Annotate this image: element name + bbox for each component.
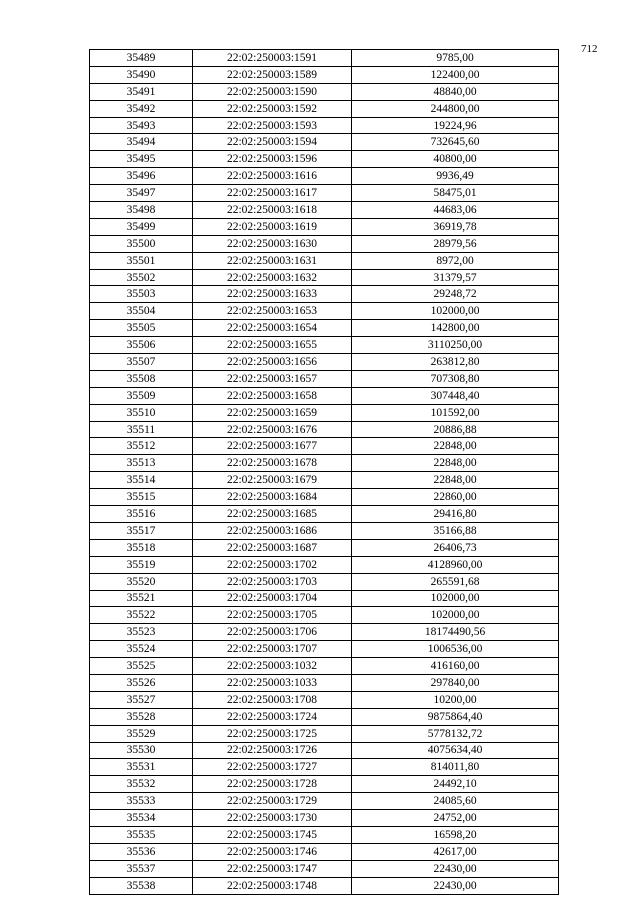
cadastral-number-cell: 22:02:250003:1658 — [193, 387, 352, 404]
cadastral-number-cell: 22:02:250003:1748 — [193, 877, 352, 894]
cadastral-value-cell: 102000,00 — [352, 590, 559, 607]
cadastral-number-cell: 22:02:250003:1596 — [193, 151, 352, 168]
row-number-cell: 35495 — [90, 151, 193, 168]
cadastral-value-cell: 40800,00 — [352, 151, 559, 168]
row-number-cell: 35529 — [90, 725, 193, 742]
cadastral-number-cell: 22:02:250003:1677 — [193, 438, 352, 455]
cadastral-number-cell: 22:02:250003:1617 — [193, 185, 352, 202]
row-number-cell: 35500 — [90, 235, 193, 252]
cadastral-value-cell: 20886,88 — [352, 421, 559, 438]
cadastral-number-cell: 22:02:250003:1633 — [193, 286, 352, 303]
row-number-cell: 35489 — [90, 50, 193, 67]
cadastral-value-cell: 9936,49 — [352, 168, 559, 185]
row-number-cell: 35502 — [90, 269, 193, 286]
table-row — [90, 286, 559, 303]
table-row — [90, 759, 559, 776]
cadastral-number-cell: 22:02:250003:1685 — [193, 506, 352, 523]
table-row — [90, 269, 559, 286]
cadastral-number-cell: 22:02:250003:1657 — [193, 370, 352, 387]
table-row — [90, 185, 559, 202]
cadastral-value-cell: 9785,00 — [352, 50, 559, 67]
table-row — [90, 252, 559, 269]
table-row — [90, 607, 559, 624]
row-number-cell: 35532 — [90, 776, 193, 793]
cadastral-value-cell: 31379,57 — [352, 269, 559, 286]
cadastral-value-cell: 1006536,00 — [352, 641, 559, 658]
cadastral-number-cell: 22:02:250003:1659 — [193, 404, 352, 421]
cadastral-value-cell: 22848,00 — [352, 455, 559, 472]
cadastral-value-cell: 4128960,00 — [352, 556, 559, 573]
row-number-cell: 35504 — [90, 303, 193, 320]
cadastral-number-cell: 22:02:250003:1707 — [193, 641, 352, 658]
table-row — [90, 776, 559, 793]
cadastral-value-cell: 416160,00 — [352, 658, 559, 675]
row-number-cell: 35494 — [90, 134, 193, 151]
cadastral-value-cell: 24085,60 — [352, 793, 559, 810]
cadastral-value-cell: 265591,68 — [352, 573, 559, 590]
table-row — [90, 151, 559, 168]
cadastral-value-cell: 22848,00 — [352, 472, 559, 489]
table-body — [90, 50, 559, 895]
row-number-cell: 35507 — [90, 354, 193, 371]
cadastral-value-cell: 4075634,40 — [352, 742, 559, 759]
row-number-cell: 35535 — [90, 826, 193, 843]
table-row — [90, 66, 559, 83]
row-number-cell: 35531 — [90, 759, 193, 776]
row-number-cell: 35522 — [90, 607, 193, 624]
row-number-cell: 35524 — [90, 641, 193, 658]
row-number-cell: 35534 — [90, 810, 193, 827]
cadastral-number-cell: 22:02:250003:1591 — [193, 50, 352, 67]
cadastral-value-cell: 3110250,00 — [352, 337, 559, 354]
cadastral-number-cell: 22:02:250003:1724 — [193, 708, 352, 725]
table-row — [90, 793, 559, 810]
cadastral-number-cell: 22:02:250003:1730 — [193, 810, 352, 827]
row-number-cell: 35496 — [90, 168, 193, 185]
table-row — [90, 860, 559, 877]
cadastral-number-cell: 22:02:250003:1616 — [193, 168, 352, 185]
cadastral-number-cell: 22:02:250003:1703 — [193, 573, 352, 590]
row-number-cell: 35491 — [90, 83, 193, 100]
table-row — [90, 303, 559, 320]
cadastral-value-cell: 48840,00 — [352, 83, 559, 100]
row-number-cell: 35521 — [90, 590, 193, 607]
cadastral-value-cell: 5778132,72 — [352, 725, 559, 742]
cadastral-value-cell: 22860,00 — [352, 489, 559, 506]
cadastral-number-cell: 22:02:250003:1033 — [193, 674, 352, 691]
cadastral-value-cell: 28979,56 — [352, 235, 559, 252]
table-row — [90, 539, 559, 556]
row-number-cell: 35523 — [90, 624, 193, 641]
cadastral-value-cell: 22430,00 — [352, 860, 559, 877]
table-row — [90, 843, 559, 860]
cadastral-number-cell: 22:02:250003:1746 — [193, 843, 352, 860]
table-row — [90, 50, 559, 67]
table-row — [90, 83, 559, 100]
cadastral-number-cell: 22:02:250003:1032 — [193, 658, 352, 675]
row-number-cell: 35520 — [90, 573, 193, 590]
cadastral-number-cell: 22:02:250003:1589 — [193, 66, 352, 83]
table-row — [90, 354, 559, 371]
cadastral-number-cell: 22:02:250003:1706 — [193, 624, 352, 641]
cadastral-number-cell: 22:02:250003:1619 — [193, 218, 352, 235]
cadastral-number-cell: 22:02:250003:1687 — [193, 539, 352, 556]
cadastral-value-cell: 19224,96 — [352, 117, 559, 134]
cadastral-number-cell: 22:02:250003:1728 — [193, 776, 352, 793]
row-number-cell: 35508 — [90, 370, 193, 387]
cadastral-value-cell: 42617,00 — [352, 843, 559, 860]
cadastral-number-cell: 22:02:250003:1630 — [193, 235, 352, 252]
cadastral-value-cell: 101592,00 — [352, 404, 559, 421]
row-number-cell: 35533 — [90, 793, 193, 810]
row-number-cell: 35498 — [90, 202, 193, 219]
row-number-cell: 35512 — [90, 438, 193, 455]
cadastral-value-cell: 44683,06 — [352, 202, 559, 219]
row-number-cell: 35501 — [90, 252, 193, 269]
table-row — [90, 658, 559, 675]
row-number-cell: 35537 — [90, 860, 193, 877]
table-row — [90, 624, 559, 641]
cadastral-number-cell: 22:02:250003:1745 — [193, 826, 352, 843]
cadastral-number-cell: 22:02:250003:1727 — [193, 759, 352, 776]
cadastral-number-cell: 22:02:250003:1593 — [193, 117, 352, 134]
row-number-cell: 35525 — [90, 658, 193, 675]
cadastral-value-cell: 26406,73 — [352, 539, 559, 556]
cadastral-value-cell: 35166,88 — [352, 522, 559, 539]
cadastral-number-cell: 22:02:250003:1594 — [193, 134, 352, 151]
cadastral-number-cell: 22:02:250003:1684 — [193, 489, 352, 506]
cadastral-value-cell: 16598,20 — [352, 826, 559, 843]
row-number-cell: 35516 — [90, 506, 193, 523]
cadastral-value-cell: 24752,00 — [352, 810, 559, 827]
row-number-cell: 35493 — [90, 117, 193, 134]
cadastral-value-cell: 29416,80 — [352, 506, 559, 523]
cadastral-value-table — [89, 49, 559, 895]
table-row — [90, 826, 559, 843]
cadastral-number-cell: 22:02:250003:1618 — [193, 202, 352, 219]
cadastral-number-cell: 22:02:250003:1708 — [193, 691, 352, 708]
table-row — [90, 691, 559, 708]
cadastral-number-cell: 22:02:250003:1655 — [193, 337, 352, 354]
row-number-cell: 35513 — [90, 455, 193, 472]
cadastral-value-cell: 814011,80 — [352, 759, 559, 776]
row-number-cell: 35499 — [90, 218, 193, 235]
table-row — [90, 590, 559, 607]
row-number-cell: 35527 — [90, 691, 193, 708]
cadastral-value-cell: 263812,80 — [352, 354, 559, 371]
table-row — [90, 320, 559, 337]
cadastral-value-cell: 8972,00 — [352, 252, 559, 269]
cadastral-value-cell: 22848,00 — [352, 438, 559, 455]
table-row — [90, 404, 559, 421]
row-number-cell: 35514 — [90, 472, 193, 489]
cadastral-value-cell: 244800,00 — [352, 100, 559, 117]
table-row — [90, 506, 559, 523]
table-row — [90, 421, 559, 438]
cadastral-value-cell: 122400,00 — [352, 66, 559, 83]
cadastral-value-cell: 732645,60 — [352, 134, 559, 151]
row-number-cell: 35530 — [90, 742, 193, 759]
table-row — [90, 337, 559, 354]
row-number-cell: 35492 — [90, 100, 193, 117]
table-row — [90, 573, 559, 590]
table-row — [90, 725, 559, 742]
cadastral-value-cell: 142800,00 — [352, 320, 559, 337]
row-number-cell: 35528 — [90, 708, 193, 725]
cadastral-value-cell: 29248,72 — [352, 286, 559, 303]
row-number-cell: 35511 — [90, 421, 193, 438]
row-number-cell: 35526 — [90, 674, 193, 691]
cadastral-number-cell: 22:02:250003:1726 — [193, 742, 352, 759]
cadastral-value-cell: 24492,10 — [352, 776, 559, 793]
row-number-cell: 35517 — [90, 522, 193, 539]
table-row — [90, 877, 559, 894]
table-row — [90, 202, 559, 219]
cadastral-value-cell: 18174490,56 — [352, 624, 559, 641]
table-row — [90, 134, 559, 151]
cadastral-value-cell: 10200,00 — [352, 691, 559, 708]
cadastral-number-cell: 22:02:250003:1678 — [193, 455, 352, 472]
cadastral-number-cell: 22:02:250003:1676 — [193, 421, 352, 438]
cadastral-number-cell: 22:02:250003:1656 — [193, 354, 352, 371]
table-row — [90, 455, 559, 472]
cadastral-value-cell: 22430,00 — [352, 877, 559, 894]
cadastral-number-cell: 22:02:250003:1631 — [193, 252, 352, 269]
cadastral-number-cell: 22:02:250003:1747 — [193, 860, 352, 877]
table-row — [90, 472, 559, 489]
row-number-cell: 35510 — [90, 404, 193, 421]
cadastral-number-cell: 22:02:250003:1592 — [193, 100, 352, 117]
cadastral-number-cell: 22:02:250003:1704 — [193, 590, 352, 607]
cadastral-value-cell: 58475,01 — [352, 185, 559, 202]
cadastral-value-cell: 102000,00 — [352, 607, 559, 624]
table-row — [90, 387, 559, 404]
cadastral-number-cell: 22:02:250003:1725 — [193, 725, 352, 742]
cadastral-number-cell: 22:02:250003:1679 — [193, 472, 352, 489]
cadastral-number-cell: 22:02:250003:1653 — [193, 303, 352, 320]
row-number-cell: 35519 — [90, 556, 193, 573]
table-row — [90, 556, 559, 573]
row-number-cell: 35490 — [90, 66, 193, 83]
table-row — [90, 742, 559, 759]
cadastral-value-cell: 707308,80 — [352, 370, 559, 387]
table-row — [90, 674, 559, 691]
page-number: 712 — [581, 43, 598, 55]
cadastral-number-cell: 22:02:250003:1686 — [193, 522, 352, 539]
row-number-cell: 35518 — [90, 539, 193, 556]
row-number-cell: 35506 — [90, 337, 193, 354]
row-number-cell: 35538 — [90, 877, 193, 894]
cadastral-value-cell: 102000,00 — [352, 303, 559, 320]
cadastral-number-cell: 22:02:250003:1654 — [193, 320, 352, 337]
cadastral-number-cell: 22:02:250003:1705 — [193, 607, 352, 624]
cadastral-number-cell: 22:02:250003:1702 — [193, 556, 352, 573]
cadastral-value-cell: 307448,40 — [352, 387, 559, 404]
table-row — [90, 218, 559, 235]
table-row — [90, 489, 559, 506]
table-row — [90, 810, 559, 827]
table-row — [90, 117, 559, 134]
row-number-cell: 35497 — [90, 185, 193, 202]
cadastral-value-cell: 9875864,40 — [352, 708, 559, 725]
table-row — [90, 708, 559, 725]
cadastral-value-cell: 36919,78 — [352, 218, 559, 235]
table-row — [90, 641, 559, 658]
cadastral-number-cell: 22:02:250003:1632 — [193, 269, 352, 286]
row-number-cell: 35509 — [90, 387, 193, 404]
table-row — [90, 370, 559, 387]
row-number-cell: 35505 — [90, 320, 193, 337]
row-number-cell: 35536 — [90, 843, 193, 860]
cadastral-value-cell: 297840,00 — [352, 674, 559, 691]
table-row — [90, 438, 559, 455]
table-row — [90, 235, 559, 252]
row-number-cell: 35515 — [90, 489, 193, 506]
table-row — [90, 100, 559, 117]
row-number-cell: 35503 — [90, 286, 193, 303]
cadastral-number-cell: 22:02:250003:1729 — [193, 793, 352, 810]
table-row — [90, 522, 559, 539]
table-row — [90, 168, 559, 185]
cadastral-number-cell: 22:02:250003:1590 — [193, 83, 352, 100]
